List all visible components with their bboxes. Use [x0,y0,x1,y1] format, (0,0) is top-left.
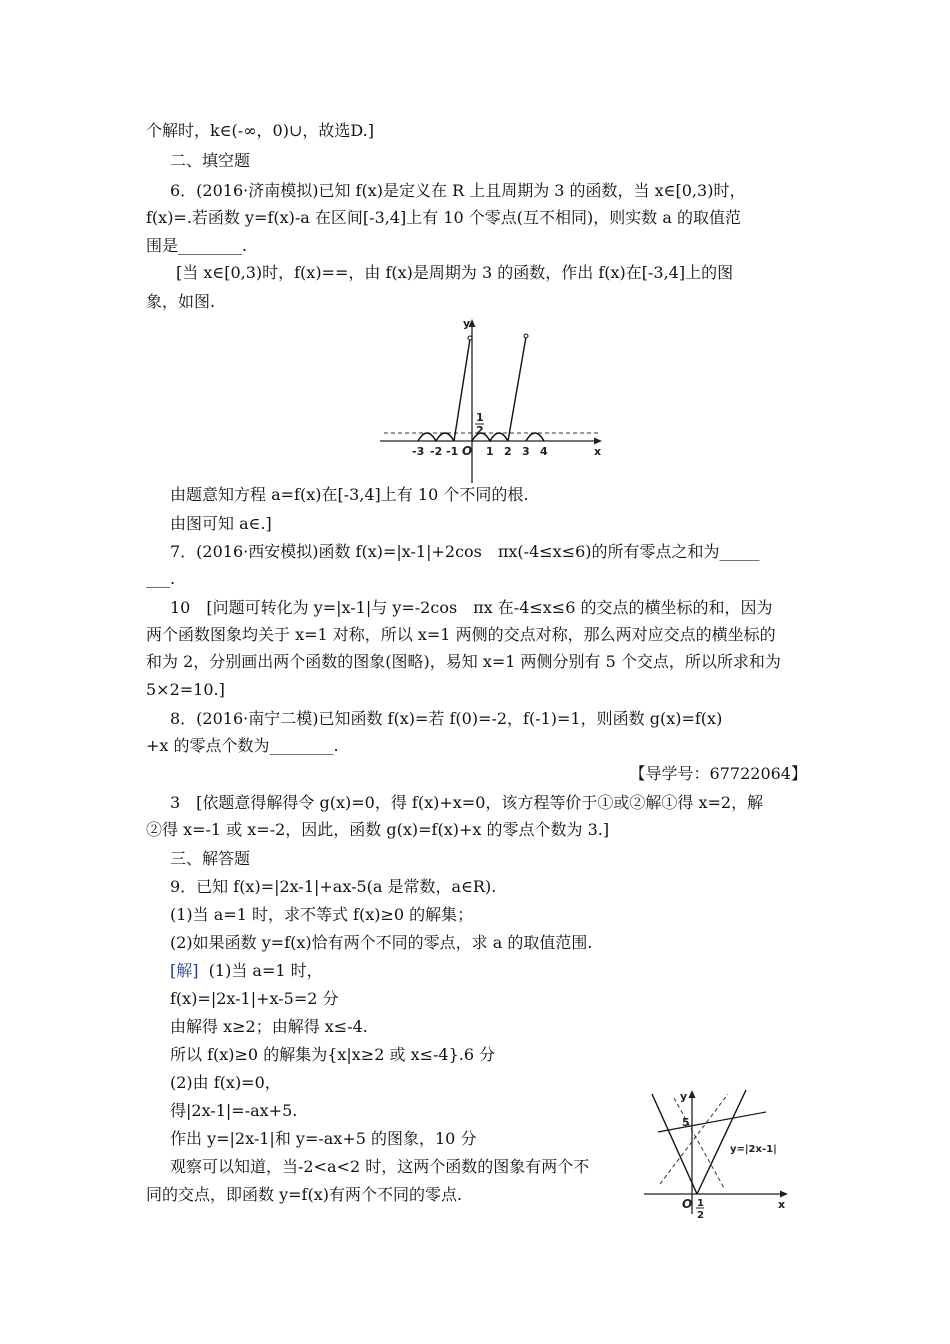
text-line: 10 [问题可转化为 y=|x-1|与 y=-2cos πx 在-4≤x≤6 的交点的横坐标的和，因为 [170,598,773,617]
section-heading: 三、解答题 [170,849,251,868]
text-line: 围是________. [146,236,248,255]
text-line: 象，如图. [146,292,216,311]
graph-curve [418,433,454,441]
graph-curve [697,1090,746,1194]
text-line: (1)当 a=1 时，求不等式 f(x)≥0 的解集； [170,905,474,924]
text-line: 3 [依题意得解得令 g(x)=0，得 f(x)+x=0，该方程等价于①或②解①得 x=2，解 [170,793,764,812]
text-line: ___. [146,569,176,588]
text-line: (2)如果函数 y=f(x)恰有两个不同的零点，求 a 的取值范围. [170,933,593,952]
x-tick-label: -3 [412,445,425,458]
x-tick-label: 4 [540,445,548,458]
x-axis-label: x [778,1198,786,1211]
text-line: 观察可以知道，当-2<a<2 时，这两个函数的图象有两个不 [170,1157,590,1176]
x-tick-label: 1 [486,445,494,458]
open-endpoint [524,334,528,338]
origin-label: O [682,1197,693,1211]
curve-label: y=|2x-1| [730,1144,777,1155]
x-axis-arrow [780,1191,788,1198]
text-line: 和为 2，分别画出两个函数的图象(图略)，易知 x=1 两侧分别有 5 个交点，所以所求和为 [146,652,781,671]
graph-curve [526,433,544,441]
text-line: (2)由 f(x)=0， [170,1073,281,1092]
origin-label: O [462,444,473,458]
open-endpoint [468,336,472,340]
solution-text: (1)当 a=1 时， [208,961,323,980]
text-line: 6．(2016·济南模拟)已知 f(x)是定义在 R 上且周期为 3 的函数，当 x∈[0,3)时， [170,181,746,200]
half-label-num: 1 [476,411,484,424]
text-line: +x 的零点个数为________. [146,736,339,755]
text-line: 两个函数图象均关于 x=1 对称，所以 x=1 两侧的交点对称，那么两对应交点的横坐标的 [146,625,776,644]
absolute-value-figure [640,1088,790,1220]
y-axis-label: y [680,1090,688,1103]
section-heading: 二、填空题 [170,151,251,170]
text-line: 得|2x-1|=-ax+5. [170,1101,298,1120]
x-axis-label: x [594,445,602,458]
graph-curve [508,337,526,441]
text-line: 由图可知 a∈.] [170,514,272,533]
tick-label-num: 1 [697,1198,704,1209]
text-line: 5×2=10.] [146,680,225,699]
dashed-line [660,1094,728,1184]
guide-number: 【导学号：67722064】 [629,764,807,783]
five-label: 5 [682,1116,690,1129]
text-line: ②得 x=-1 或 x=-2，因此，函数 g(x)=f(x)+x 的零点个数为 3.] [146,820,610,839]
half-label-den: 2 [476,424,484,437]
text-line: f(x)=.若函数 y=f(x)-a 在区间[-3,4]上有 10 个零点(互不相同)，则实数 a 的取值范 [146,208,741,227]
text-line: [当 x∈[0,3)时，f(x)==，由 f(x)是周期为 3 的函数，作出 f(x)在[-3,4]上的图 [176,263,734,282]
y-axis-arrow [689,1090,696,1098]
function-graph-figure [378,315,604,483]
text-line: f(x)=|2x-1|+x-5=2 分 [170,989,339,1008]
text-line: 所以 f(x)≥0 的解集为{x|x≥2 或 x≤-4}.6 分 [170,1045,496,1064]
x-tick-label: -1 [446,445,459,458]
text-line: 由题意知方程 a=f(x)在[-3,4]上有 10 个不同的根. [170,485,529,504]
x-tick-label: -2 [430,445,443,458]
text-line: 作出 y=|2x-1|和 y=-ax+5 的图象，10 分 [170,1129,477,1148]
text-line: 由解得 x≥2；由解得 x≤-4. [170,1017,368,1036]
text-line: 7．(2016·西安模拟)函数 f(x)=|x-1|+2cos πx(-4≤x≤6)的所有零点之和为_____ [170,542,760,561]
text-line: 个解时，k∈(-∞，0)∪，故选D.] [146,121,374,140]
dashed-line [674,1098,724,1188]
text-line: 9．已知 f(x)=|2x-1|+ax-5(a 是常数，a∈R). [170,877,497,896]
y-axis-label: y [463,317,471,330]
tick-label-den: 2 [697,1210,704,1220]
text-line: 8．(2016·南宁二模)已知函数 f(x)=若 f(0)=-2，f(-1)=1，则函数 g(x)=f(x) [170,709,723,728]
x-tick-label: 3 [522,445,530,458]
graph-curve [454,339,470,441]
solution-line [170,960,323,982]
x-tick-label: 2 [504,445,512,458]
text-line: 同的交点，即函数 y=f(x)有两个不同的零点. [146,1185,463,1204]
solution-tag: [解] [170,961,199,980]
x-axis-arrow [594,438,602,445]
